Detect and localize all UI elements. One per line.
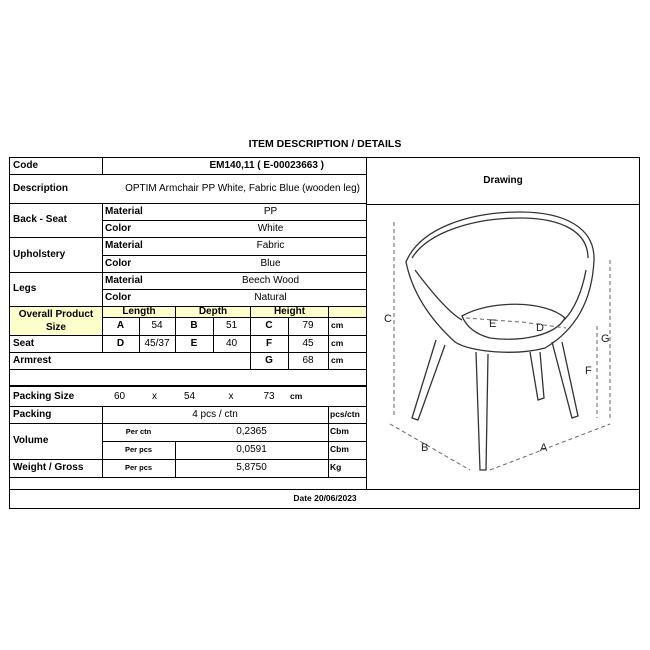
chair-leg-back-left xyxy=(476,352,488,470)
chair-shell xyxy=(406,212,594,352)
upholstery-label: Upholstery xyxy=(13,248,66,260)
packing-size-x1: x xyxy=(152,390,157,402)
upholstery-color-label: Color xyxy=(105,257,132,269)
back-seat-color: White xyxy=(257,222,284,234)
packing-value: 4 pcs / ctn xyxy=(192,408,238,420)
upholstery-color: Blue xyxy=(260,257,281,269)
depth-header: Depth xyxy=(176,307,250,317)
packing-size-unit: cm xyxy=(290,390,303,401)
legs-label: Legs xyxy=(13,283,37,295)
height-header: Height xyxy=(251,307,328,317)
drawing-letter-b: B xyxy=(421,442,429,454)
back-seat-color-label: Color xyxy=(105,222,132,234)
chair-leg-front-left xyxy=(412,340,445,420)
code-value: EM140,11 ( E-00023663 ) xyxy=(209,160,324,172)
volume-per-pcs-label: Per pcs xyxy=(124,444,153,454)
chair-shell-rim xyxy=(412,218,588,258)
back-seat-material-label: Material xyxy=(105,205,143,217)
seat-unit: cm xyxy=(331,337,344,348)
dim-e-letter: E xyxy=(190,337,198,349)
drawing-letter-c: C xyxy=(384,313,392,325)
seat-label: Seat xyxy=(13,337,35,349)
legs-material: Beech Wood xyxy=(241,274,300,286)
weight-per-pcs-label: Per pcs xyxy=(124,462,153,472)
drawing-letter-f: F xyxy=(585,365,592,377)
weight-unit: Kg xyxy=(330,462,342,473)
volume-label: Volume xyxy=(13,435,49,447)
dim-f-letter: F xyxy=(265,337,273,349)
dim-a-letter: A xyxy=(116,320,125,332)
packing-size-length: 60 xyxy=(113,390,126,402)
overall-header-blank xyxy=(329,307,366,317)
packing-size-height: 73 xyxy=(263,390,275,402)
volume-per-ctn-label: Per ctn xyxy=(125,426,152,436)
code-label: Code xyxy=(13,160,38,172)
length-header: Length xyxy=(103,307,175,317)
upholstery-material-label: Material xyxy=(105,240,143,252)
chair-seat xyxy=(462,304,565,339)
back-seat-material: PP xyxy=(263,205,278,217)
upholstery-material: Fabric xyxy=(256,240,285,252)
armrest-label: Armrest xyxy=(13,354,52,366)
chair-drawing xyxy=(366,205,638,487)
dim-g-value: 68 xyxy=(302,354,314,366)
volume-per-ctn: 0,2365 xyxy=(236,426,267,438)
dim-a-value: 54 xyxy=(151,320,163,332)
dim-line-b xyxy=(390,424,470,470)
dim-b-letter: B xyxy=(190,320,198,332)
packing-size-label: Packing Size xyxy=(13,390,75,402)
legs-color-label: Color xyxy=(105,291,132,303)
volume-unit-ctn: Cbm xyxy=(330,426,349,437)
packing-size-width: 54 xyxy=(183,390,196,402)
dim-g-letter: G xyxy=(265,354,273,366)
back-seat-label: Back - Seat xyxy=(13,214,67,226)
legs-color: Natural xyxy=(254,291,287,303)
drawing-letter-e: E xyxy=(489,318,497,330)
dim-d-value: 45/37 xyxy=(144,337,170,349)
packing-size-x2: x xyxy=(228,390,234,402)
date: Date 20/06/2023 xyxy=(293,493,357,504)
dim-line-a xyxy=(490,424,610,470)
chair-leg-front-right xyxy=(552,342,578,418)
dim-e-value: 40 xyxy=(225,337,238,349)
volume-per-pcs: 0,0591 xyxy=(236,444,267,456)
armrest-unit: cm xyxy=(331,354,344,365)
chair-leg-back-right xyxy=(530,352,544,400)
dim-f-value: 45 xyxy=(302,337,314,349)
packing-label: Packing xyxy=(13,408,52,420)
overall-size-label: Overall Product Size xyxy=(10,307,102,335)
dim-d-letter: D xyxy=(116,337,125,349)
dim-b-value: 51 xyxy=(225,320,238,332)
drawing-letter-a: A xyxy=(540,442,548,454)
volume-unit-pcs: Cbm xyxy=(330,444,349,455)
weight-value: 5,8750 xyxy=(236,462,267,474)
description-label: Description xyxy=(13,182,69,194)
drawing-letter-d: D xyxy=(536,322,544,334)
page-title: ITEM DESCRIPTION / DETAILS xyxy=(248,138,402,150)
weight-label: Weight / Gross xyxy=(13,462,84,474)
dim-c-letter: C xyxy=(265,320,273,332)
overall-unit: cm xyxy=(331,320,344,331)
legs-material-label: Material xyxy=(105,274,143,286)
packing-unit: pcs/ctn xyxy=(330,408,360,419)
drawing-label: Drawing xyxy=(483,175,523,187)
description-value: OPTIM Armchair PP White, Fabric Blue (wooden leg) xyxy=(125,182,360,194)
dim-c-value: 79 xyxy=(302,320,314,332)
drawing-letter-g: G xyxy=(601,333,610,345)
